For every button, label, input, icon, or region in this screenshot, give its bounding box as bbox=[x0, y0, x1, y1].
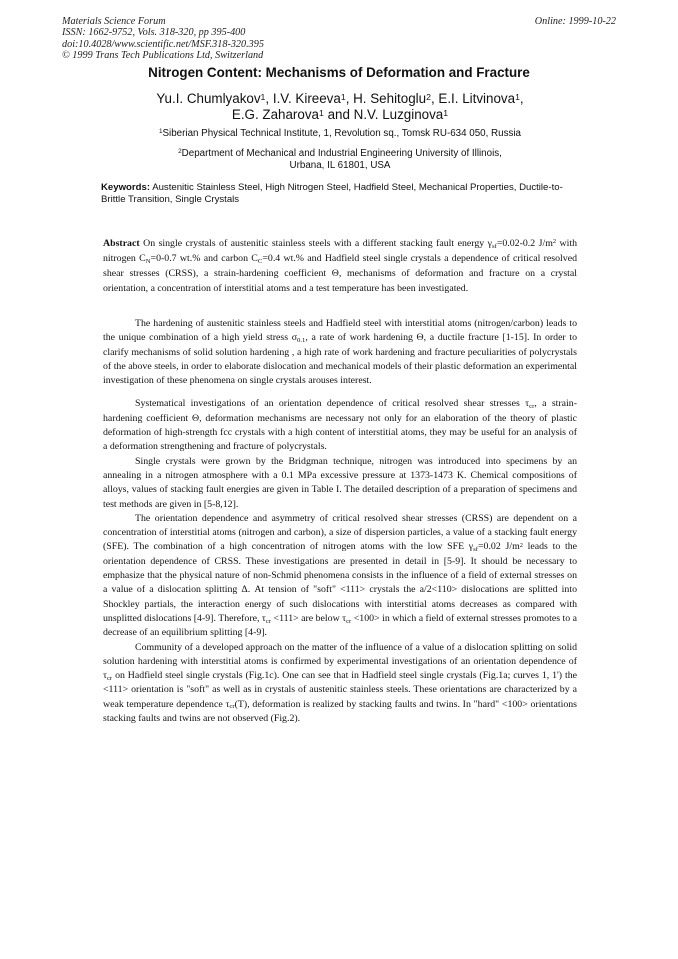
affiliation-1: $^1$Siberian Physical Technical Institute, 1, Revolution sq., Tomsk RU-634 050, Russia bbox=[158, 128, 522, 139]
doi-line: doi:10.4028/www.scientific.net/MSF.318-320.395 bbox=[62, 38, 264, 50]
body-text bbox=[103, 317, 577, 726]
journal-name: Materials Science Forum bbox=[62, 16, 166, 27]
keywords-text: Austenitic Stainless Steel, High Nitrogen Steel, Hadfield Steel, Mechanical Properties, Ductile-to-Brittle Transition, Single Crystals bbox=[101, 182, 563, 205]
author-list: Yu.I. Chumlyakov$^1$, I.V. Kireeva$^1$, H. Sehitoglu$^2$, E.I. Litvinova$^1$, E.G. Zaharova$^1$ and N.V. Luzginova$^1$ bbox=[156, 91, 524, 122]
author-name: N.V. Luzginova bbox=[353, 107, 444, 122]
author-name: Yu.I. Chumlyakov bbox=[156, 91, 261, 106]
affiliation-2: $^2$Department of Mechanical and Industrial Engineering University of Illinois, Urbana, IL 61801, USA bbox=[178, 148, 502, 171]
journal-header bbox=[62, 16, 264, 61]
issn-line: ISSN: 1662-9752, Vols. 318-320, pp 395-400 bbox=[62, 27, 246, 39]
paragraph: The orientation dependence and asymmetry of critical resolved shear stresses (CRSS) are dependent on a concentration of interstitial atoms (nitrogen and carbon), a size of dispersion particles, a value of a stacking fault energy (SFE). The combination of a high concentration of nitrogen atoms with the low SFE $\gamma_{sf}=0.02$ $J/m^2$ leads to the orientation dependence of CRSS. These investigations are presented in detail in [5-9]. It should be necessary to emphasize that the physical nature of non-Schmid phenomena consists in the influence of a field of external stresses on a value of a dislocation splitting Δ. At tension of "soft" <111> crystals the a/2<110> dislocations are splitted into Shockley partials, the interaction energy of such dislocations with interstitial atoms decreases as compared with unsplitted dislocations [4-9]. Therefore, $\tau_{cr} <111>$ are below $\tau_{cr} <100>$ in which a field of external stresses promotes to a decrease of an equilibrium splitting [4-9]. bbox=[103, 512, 578, 639]
author-name: E.I. Litvinova bbox=[438, 91, 516, 106]
copyright-line: © 1999 Trans Tech Publications Ltd, Switzerland bbox=[62, 49, 264, 61]
paragraph: Single crystals were grown by the Bridgman technique, nitrogen was introduced into specimens by an annealing in a nitrogen atmosphere with a 0.1 MPa excessive pressure at 1373-1473 K. Chemical compositions of alloys, values of stacking fault energies are given in Table I. The detailed description of a preparation of specimens and test methods are given in [5-8,12]. bbox=[103, 455, 577, 510]
author-name: E.G. Zaharova bbox=[231, 107, 319, 122]
abstract-label: Abstract bbox=[103, 238, 140, 249]
paragraph: The hardening of austenitic stainless steels and Hadfield steel with interstitial atoms (nitrogen/carbon) leads to the unique combination of a high yield stress $\sigma_{0.1}$, a rate of work hardening Θ, a ductile fracture [1-15]. In order to clarify mechanisms of solid solution hardening , a high rate of work hardening and fracture peculiarities of polycrystals of the above steels, in order to elaborate dislocation and mechanical models of their plastic deformation an experimental investigation of these phenomena on single crystals arouses interest. bbox=[103, 318, 577, 387]
abstract: Abstract On single crystals of austenitic stainless steels with a different stacking fault energy $\gamma_{sf}=0.02-0.2$ $J/m^2$ with nitrogen $C_N=0-0.7$ wt.% and carbon $C_C=0.4$ wt.% and Hadfield steel single crystals a dependence of critical resolved shear stresses (CRSS), a strain-hardening coefficient Θ, mechanisms of deformation and fracture on a crystal orientation, a concentration of interstitial atoms and a test temperature has been investigated. bbox=[103, 238, 578, 294]
paragraph: Community of a developed approach on the matter of the influence of a value of a dislocation splitting on solid solution hardening with interstitial atoms is confirmed by experimental investigations of an orientation dependence of $\tau_{cr}$ on Hadfield steel single crystals (Fig.1c). One can see that in Hadfield steel single crystals (Fig.1a; curves 1, 1') the <111> orientation is "soft" as well as in crystals of austenitic stainless steels. These orientations are characterized by a weak temperature dependence $\tau_{cr}(T)$, deformation is realized by stacking faults and twins. In "hard" <100> orientations stacking faults and twins are not observed (Fig.2). bbox=[103, 641, 577, 725]
paragraph: Systematical investigations of an orientation dependence of critical resolved shear stresses $\tau_{cr}$, a strain-hardening coefficient Θ, deformation mechanisms are necessary not only for an elaboration of the theory of plastic deformation of high-strength fcc crystals with a high content of interstitial atoms, they may be useful for an analysis of a deformation strengthening and fracture of polycrystals. bbox=[103, 398, 577, 453]
keywords-label: Keywords: bbox=[101, 182, 151, 193]
paper-title: Nitrogen Content: Mechanisms of Deformation and Fracture bbox=[148, 65, 530, 80]
keywords bbox=[101, 182, 579, 205]
online-date: Online: 1999-10-22 bbox=[534, 16, 616, 27]
author-name: H. Sehitoglu bbox=[353, 91, 427, 106]
author-name: I.V. Kireeva bbox=[272, 91, 341, 106]
